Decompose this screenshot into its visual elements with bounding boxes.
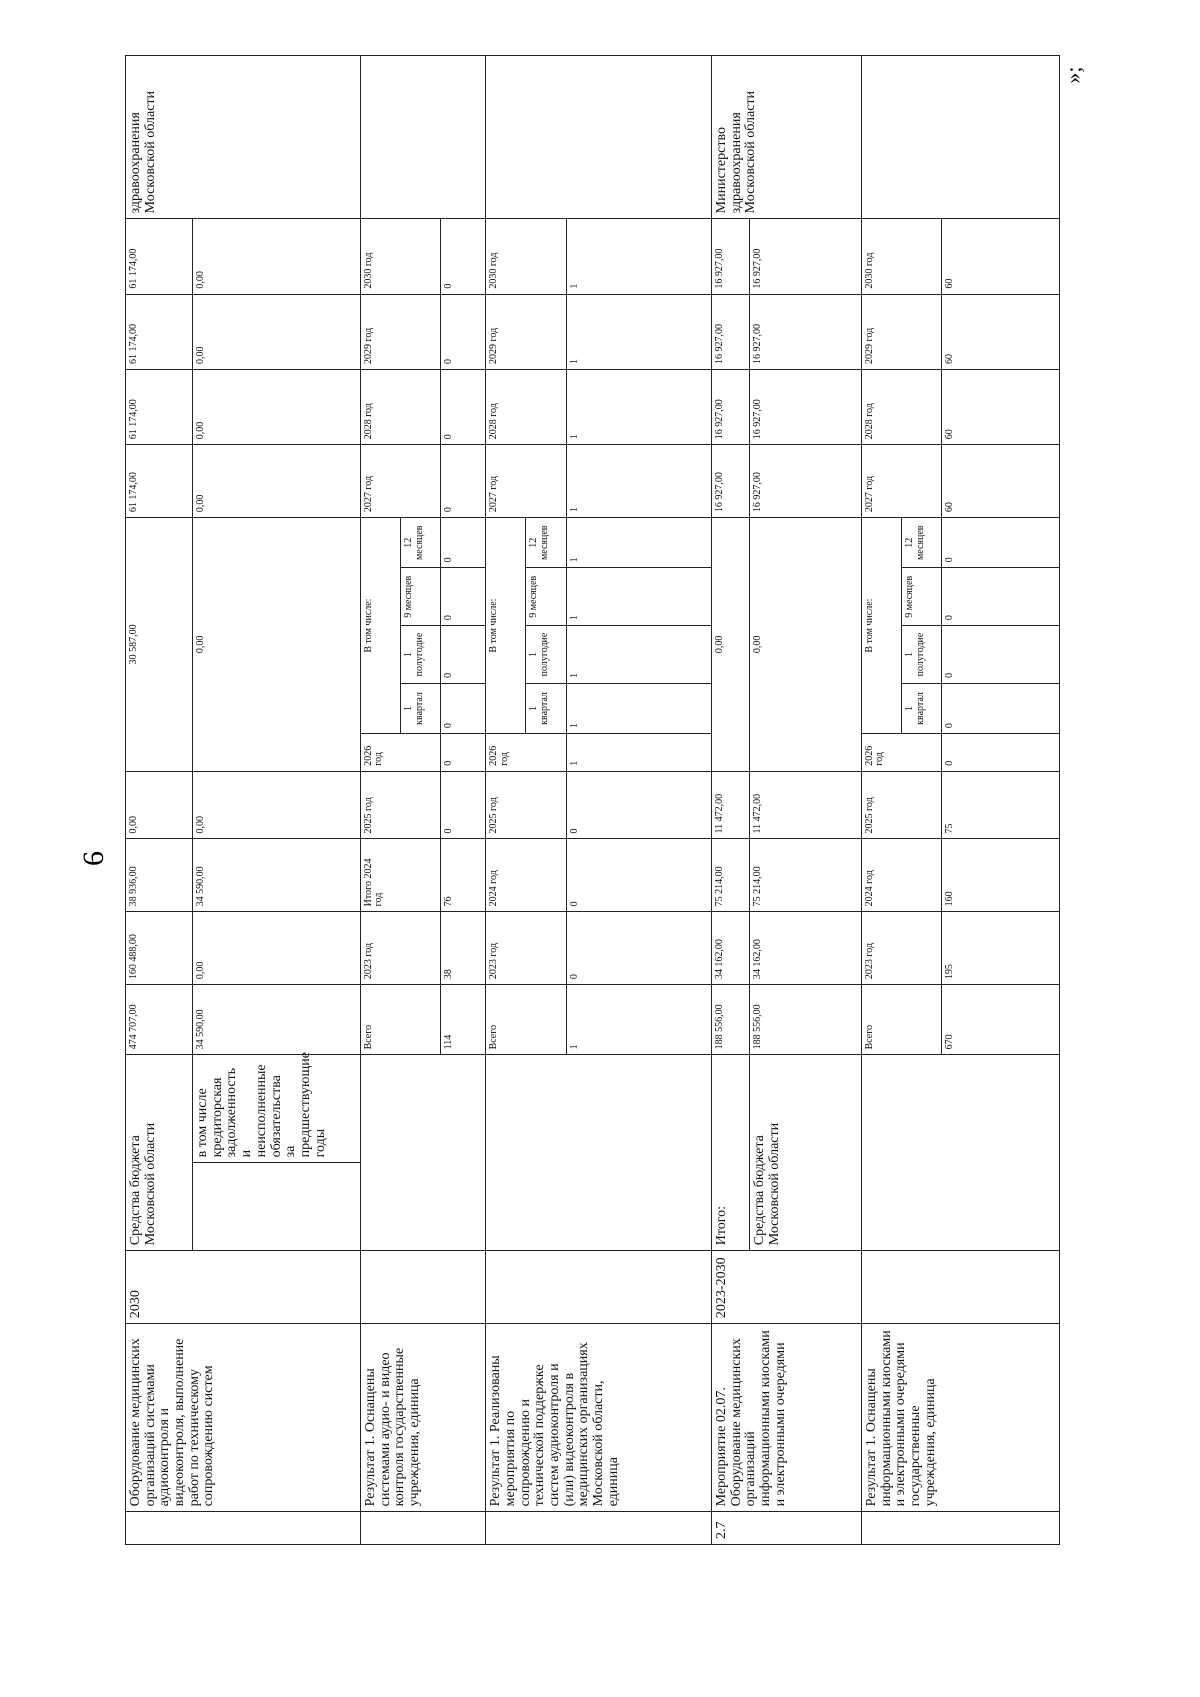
item27-total-row: 2.7 Мероприятие 02.07. Оборудование медицинских организаций информационными киосками и электронными очередями 2023-2030 Итого: 188 556,00 34 162,00 75 214,00 11 472,00 0,00 16 927,00 16 927,00 16 927,00 16 927,00 Министерство здравоохранения Московской области bbox=[712, 56, 750, 1545]
block-a-src1: Средства бюджета Московской области bbox=[126, 1055, 193, 1251]
block-a-row-1: Оборудование медицинских организаций системами аудиоконтроля и видеоконтроля, выполнение работ по техническому сопровождению систем 2030 Средства бюджета Московской области 474 707,00 160 488,00 38 936,00 0,00 30 587,00 61 174,00 61 174,00 61 174,00 61 174,00 здравоохранения Московской области bbox=[126, 56, 193, 1545]
item27-src-label: Средства бюджета Московской области bbox=[750, 1055, 862, 1251]
item27-total-label: Итого: bbox=[712, 1055, 750, 1251]
item27-period: 2023-2030 bbox=[712, 1251, 862, 1324]
res2-head: Результат 1. Реализованы мероприятия по сопровождению и технической поддержке систем аудиоконтроля и (или) видеоконтроля в медицинских организациях Московской области, единица Всего 2023 год 2024 год 2025 год 2026 год В том числе: 2027 год 2028 год 2029 год 2030 год bbox=[486, 56, 526, 1545]
item27-num: 2.7 bbox=[712, 1512, 862, 1545]
program-table bbox=[125, 55, 1060, 1545]
res2-name: Результат 1. Реализованы мероприятия по сопровождению и технической поддержке систем аудиоконтроля и (или) видеоконтроля в медицинских организациях Московской области, единица bbox=[486, 1324, 712, 1512]
res1-values: 114 38 76 0 0 0 0 0 0 0 0 0 0 bbox=[441, 56, 486, 1545]
item27-executor: Министерство здравоохранения Московской области bbox=[712, 56, 862, 219]
res1-name: Результат 1. Оснащены системами аудио- и видео контроля государственные учреждения, единица bbox=[360, 1324, 485, 1512]
block-a-year: 2030 bbox=[126, 1251, 361, 1324]
block-a-src2: в том числе кредиторская задолженность и неисполненные обязательства за предшествующие годы bbox=[193, 1055, 361, 1163]
res1-sub: 1 квартал 1 полугодие 9 месяцев 12 месяцев bbox=[401, 56, 441, 1545]
res3-name: Результат 1. Оснащены информационными киосками и электронными очередями государственные учреждения, единица bbox=[861, 1324, 1059, 1512]
page-number: 6 bbox=[77, 851, 110, 866]
res2-sub: 1 квартал 1 полугодие 9 месяцев 12 месяцев bbox=[526, 56, 566, 1545]
item27-src-row: Средства бюджета Московской области 188 556,00 34 162,00 75 214,00 11 472,00 0,00 16 927,00 16 927,00 16 927,00 16 927,00 bbox=[750, 56, 862, 1545]
block-a-name: Оборудование медицинских организаций системами аудиоконтроля и видеоконтроля, выполнение работ по техническому сопровождению систем bbox=[126, 1324, 361, 1512]
block-a-executor: здравоохранения Московской области bbox=[126, 56, 361, 219]
closing-quote: »; bbox=[1060, 66, 1086, 84]
res2-values: 1 0 0 0 1 1 1 1 1 1 1 1 1 bbox=[566, 56, 711, 1545]
item27-name: Мероприятие 02.07. Оборудование медицинских организаций информационными киосками и электронными очередями bbox=[712, 1324, 862, 1512]
res3-sub: 1 квартал 1 полугодие 9 месяцев 12 месяцев bbox=[902, 56, 942, 1545]
res3-values: 670 195 160 75 0 0 0 0 0 60 60 60 60 bbox=[942, 56, 1060, 1545]
res1-head: Результат 1. Оснащены системами аудио- и видео контроля государственные учреждения, единица Всего 2023 год Итого 2024 год 2025 год 2026 год В том числе: 2027 год 2028 год 2029 год 2030 год bbox=[360, 56, 400, 1545]
block-a-row-2: в том числе кредиторская задолженность и неисполненные обязательства за предшествующие годы 34 590,00 0,00 34 590,00 0,00 0,00 0,00 0,00 0,00 0,00 bbox=[193, 56, 361, 1545]
res3-head: Результат 1. Оснащены информационными киосками и электронными очередями государственные учреждения, единица Всего 2023 год 2024 год 2025 год 2026 год В том числе: 2027 год 2028 год 2029 год 2030 год bbox=[861, 56, 901, 1545]
